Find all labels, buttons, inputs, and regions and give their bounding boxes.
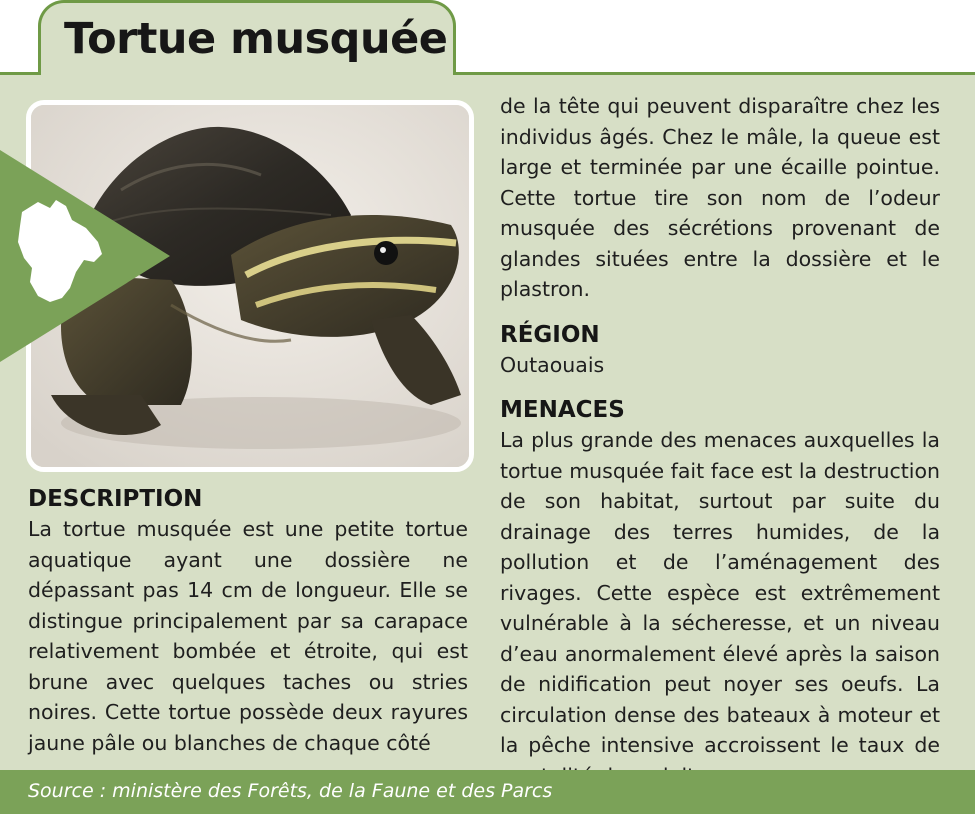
source-footer bbox=[0, 770, 975, 814]
description-text-part2: de la tête qui peuvent disparaître chez les individus âgés. Chez le mâle, la queue est large et terminée par une écaille pointue. Cette tortue tire son nom de l’odeur musquée des sécrétions provenant de glandes situées entre la dossière et le plastron. bbox=[500, 94, 940, 301]
region-value: Outaouais bbox=[500, 352, 605, 377]
source-text: Source : ministère des Forêts, de la Faune et des Parcs bbox=[28, 780, 553, 802]
region-heading: RÉGION bbox=[500, 321, 600, 348]
description-section bbox=[28, 484, 468, 758]
quebec-map-icon bbox=[0, 150, 170, 362]
description-heading: DESCRIPTION bbox=[28, 486, 203, 512]
threats-heading: MENACES bbox=[500, 397, 625, 423]
threats-text: La plus grande des menaces auxquelles la tortue musquée fait face est la destruction de son habitat, surtout par suite du drainage des terres humides, de la pollution et de l’aménagement des rivages. Cette espèce est extrêmement vulnérable à la sécheresse, et un niveau d’eau anormalement élevé après la saison de nidification peut noyer ses oeufs. La circulation dense des bateaux à moteur et la pêche intensive accroissent le taux de bbox=[500, 428, 940, 757]
right-column bbox=[500, 91, 940, 791]
page-title: Tortue musquée bbox=[64, 14, 448, 64]
description-text-part1: La tortue musquée est une petite tortue aquatique ayant une dossière ne dépassant pas 14 cm de longueur. Elle se distingue principalement par sa carapace relativement bombée et étroite, qui est brune avec quelques taches ou stries noires. Cette tortue possède deux rayures jaune pâle ou blanches de chaque côté bbox=[28, 517, 468, 755]
